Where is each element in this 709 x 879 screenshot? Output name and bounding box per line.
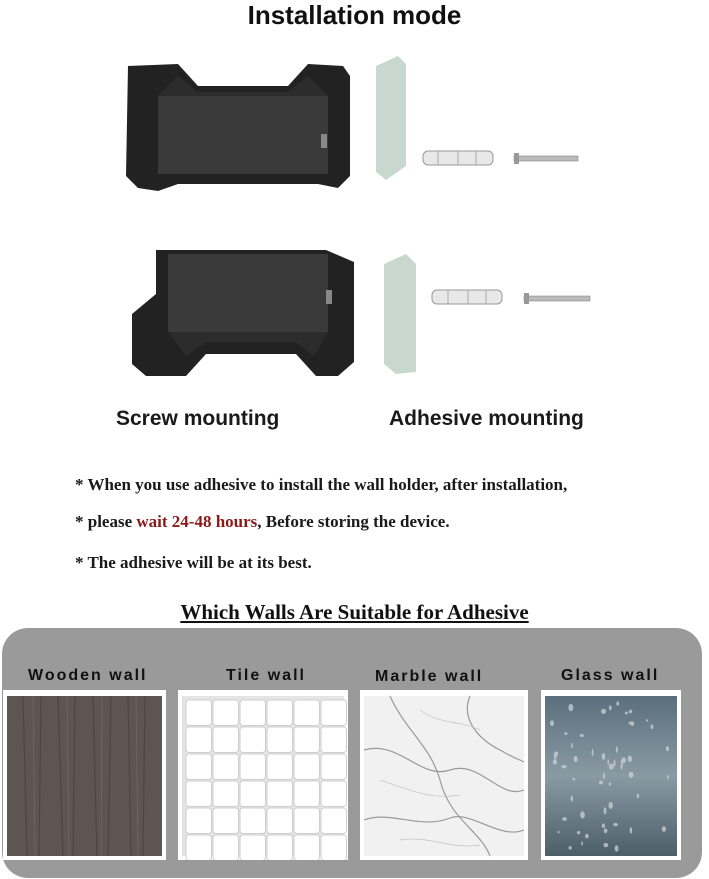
tile — [294, 754, 320, 780]
raindrop — [569, 704, 571, 707]
screw-mount-illustration — [118, 56, 598, 196]
raindrop — [615, 845, 619, 852]
raindrop — [569, 846, 572, 850]
note-line-2-suffix: , Before storing the device. — [257, 512, 450, 531]
note-line-2-prefix: * please — [75, 512, 137, 531]
raindrop — [603, 773, 605, 780]
tile — [321, 835, 347, 860]
tile — [267, 835, 293, 860]
tile — [213, 835, 239, 860]
tile — [213, 727, 239, 753]
tile-texture — [178, 690, 348, 860]
raindrop — [604, 828, 608, 833]
adhesive-mount-illustration — [126, 244, 606, 384]
wall-anchor-top — [423, 151, 493, 165]
raindrop — [622, 757, 626, 763]
note-line-2 — [75, 511, 450, 533]
raindrop — [625, 711, 628, 714]
raindrop — [580, 811, 585, 818]
tile — [294, 835, 320, 860]
tile — [267, 700, 293, 726]
wall-label-glass: Glass wall — [561, 667, 660, 684]
tile — [321, 754, 347, 780]
holder-top — [126, 64, 350, 191]
tile — [213, 700, 239, 726]
wall-swatch-marble — [360, 690, 528, 860]
wall-swatch-tile — [178, 690, 348, 860]
raindrop — [604, 807, 607, 814]
tile — [321, 727, 347, 753]
raindrop — [585, 834, 589, 838]
tile — [321, 808, 347, 834]
tile — [294, 700, 320, 726]
tile — [321, 781, 347, 807]
tile — [213, 754, 239, 780]
raindrop — [562, 817, 567, 821]
tile — [240, 835, 266, 860]
tile — [240, 754, 266, 780]
glass-texture — [541, 690, 681, 860]
raindrop — [613, 760, 615, 767]
wait-time-highlight: wait 24-48 hours — [136, 512, 258, 531]
raindrop — [613, 823, 618, 826]
raindrop — [629, 710, 632, 714]
tile — [240, 808, 266, 834]
tile — [294, 808, 320, 834]
raindrop — [667, 775, 669, 779]
raindrop — [666, 746, 669, 751]
raindrop — [630, 827, 632, 834]
raindrop — [571, 796, 573, 802]
wall-label-tile: Tile wall — [226, 667, 306, 684]
walls-heading: Which Walls Are Suitable for Adhesive — [180, 600, 529, 624]
raindrop — [628, 756, 632, 762]
wall-label-marble: Marble wall — [375, 668, 484, 685]
raindrop — [574, 756, 578, 762]
raindrop — [577, 831, 580, 835]
raindrop — [564, 732, 567, 735]
raindrop — [558, 831, 560, 834]
raindrop — [616, 746, 618, 752]
raindrop — [550, 720, 554, 726]
raindrop — [629, 772, 634, 778]
raindrop — [609, 764, 614, 770]
raindrop — [646, 719, 648, 721]
raindrop — [602, 823, 605, 828]
tile — [321, 700, 347, 726]
tile — [186, 808, 212, 834]
screw-bottom — [524, 293, 590, 304]
screw-mounting-label: Screw mounting — [116, 407, 280, 430]
tile — [186, 754, 212, 780]
tile — [186, 835, 212, 860]
wall-swatch-glass — [541, 690, 681, 860]
raindrop — [561, 765, 566, 768]
raindrop — [580, 734, 584, 737]
raindrop — [601, 709, 606, 714]
tile — [240, 700, 266, 726]
tile — [294, 727, 320, 753]
raindrop — [651, 725, 654, 729]
tile — [267, 754, 293, 780]
tile — [213, 808, 239, 834]
adhesive-pad-top — [376, 56, 406, 180]
raindrop — [616, 702, 619, 706]
raindrop — [609, 705, 612, 710]
tile — [267, 781, 293, 807]
tile — [240, 727, 266, 753]
raindrop — [553, 759, 557, 765]
raindrop — [662, 826, 666, 832]
holder-bottom — [132, 250, 354, 376]
raindrop — [572, 778, 575, 781]
note-line-1: * When you use adhesive to install the wall holder, after installation, — [75, 475, 568, 494]
page-title: Installation mode — [247, 0, 462, 30]
adhesive-mounting-label: Adhesive mounting — [389, 407, 584, 430]
note-line-3: * The adhesive will be at its best. — [75, 553, 312, 572]
raindrop — [602, 753, 606, 760]
raindrop — [592, 749, 594, 756]
tile — [267, 808, 293, 834]
raindrop — [621, 762, 623, 769]
tile — [186, 781, 212, 807]
raindrop — [599, 781, 603, 785]
tile — [240, 781, 266, 807]
raindrop — [571, 743, 573, 748]
wall-swatch-wooden — [3, 690, 166, 860]
tile — [267, 727, 293, 753]
raindrop — [637, 794, 640, 798]
raindrop — [609, 782, 611, 786]
raindrop — [607, 759, 609, 765]
adhesive-pad-bottom — [384, 254, 416, 374]
raindrop — [608, 802, 612, 809]
marble-texture — [360, 690, 528, 860]
wall-label-wooden: Wooden wall — [28, 667, 148, 684]
raindrop — [554, 752, 557, 759]
wall-anchor-bottom — [432, 290, 502, 304]
tile — [186, 727, 212, 753]
tile — [186, 700, 212, 726]
wood-texture — [3, 690, 166, 860]
raindrop — [581, 841, 583, 845]
screw-top — [514, 153, 578, 164]
raindrop — [629, 721, 633, 724]
tile — [294, 781, 320, 807]
tile — [213, 781, 239, 807]
raindrop — [603, 843, 608, 847]
